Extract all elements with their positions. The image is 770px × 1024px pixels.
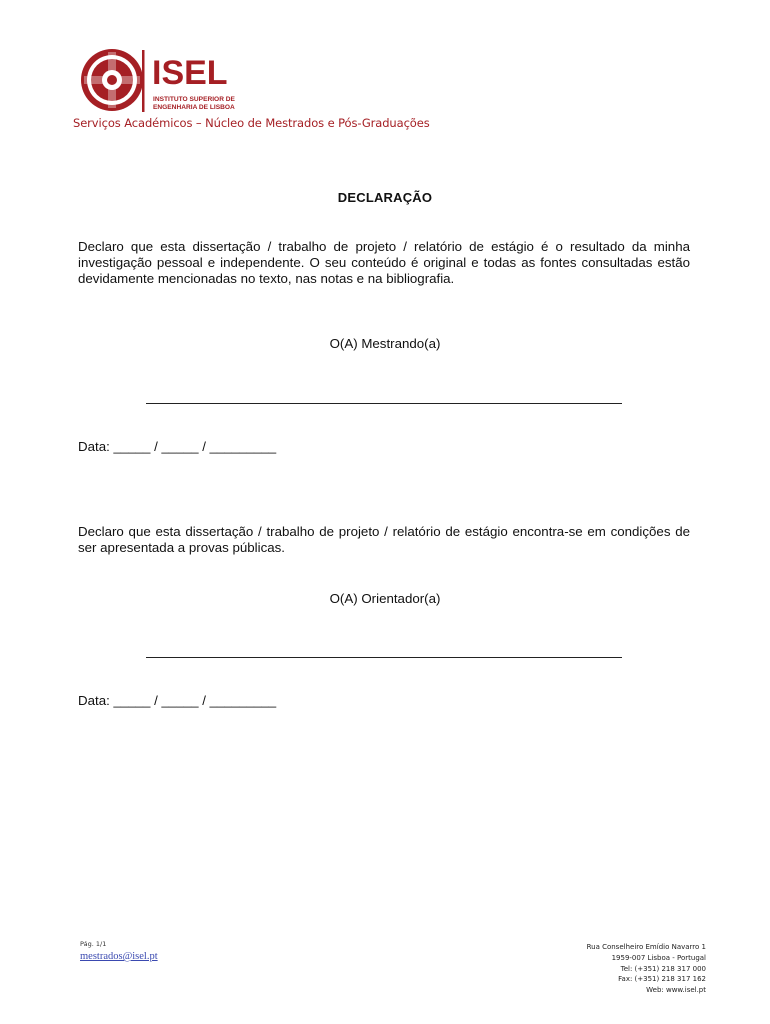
student-declaration-text: Declaro que esta dissertação / trabalho de projeto / relatório de estágio é o resultado da minha investigação pessoal e independente. O seu conteúdo é original e todas as fontes consultadas estão devidamente mencionadas no texto, nas notas e na bibliografia.: [78, 239, 690, 286]
page-number: Pág. 1/1: [80, 940, 107, 948]
supervisor-signature-line[interactable]: [146, 657, 622, 658]
logo-subtitle-2: ENGENHARIA DE LISBOA: [153, 104, 235, 111]
supervisor-role-label: O(A) Orientador(a): [329, 591, 441, 606]
address-line-2: 1959-007 Lisboa - Portugal: [611, 953, 706, 962]
telephone: Tel: (+351) 218 317 000: [620, 964, 706, 973]
document-title: DECLARAÇÃO: [337, 190, 433, 205]
isel-emblem-icon: [81, 49, 145, 112]
isel-logo: [80, 44, 240, 116]
student-signature-line[interactable]: [146, 403, 622, 404]
footer-contact: [587, 942, 706, 996]
logo-subtitle-1: INSTITUTO SUPERIOR DE: [153, 96, 235, 103]
logo-text: ISEL: [152, 54, 228, 92]
supervisor-declaration-text: Declaro que esta dissertação / trabalho de projeto / relatório de estágio encontra-se em condições de ser apresentada a provas públicas.: [78, 524, 690, 555]
student-date-field[interactable]: Data: _____ / _____ / _________: [78, 439, 277, 454]
footer-left: [80, 940, 158, 962]
student-role-label: O(A) Mestrando(a): [329, 336, 441, 351]
fax: Fax: (+351) 218 317 162: [618, 975, 706, 984]
department-heading: Serviços Académicos – Núcleo de Mestrados e Pós-Graduações: [73, 116, 430, 130]
supervisor-date-field[interactable]: Data: _____ / _____ / _________: [78, 693, 277, 708]
address-line-1: Rua Conselheiro Emídio Navarro 1: [586, 943, 706, 951]
website: Web: www.isel.pt: [646, 986, 706, 995]
email-link[interactable]: mestrados@isel.pt: [80, 951, 158, 962]
